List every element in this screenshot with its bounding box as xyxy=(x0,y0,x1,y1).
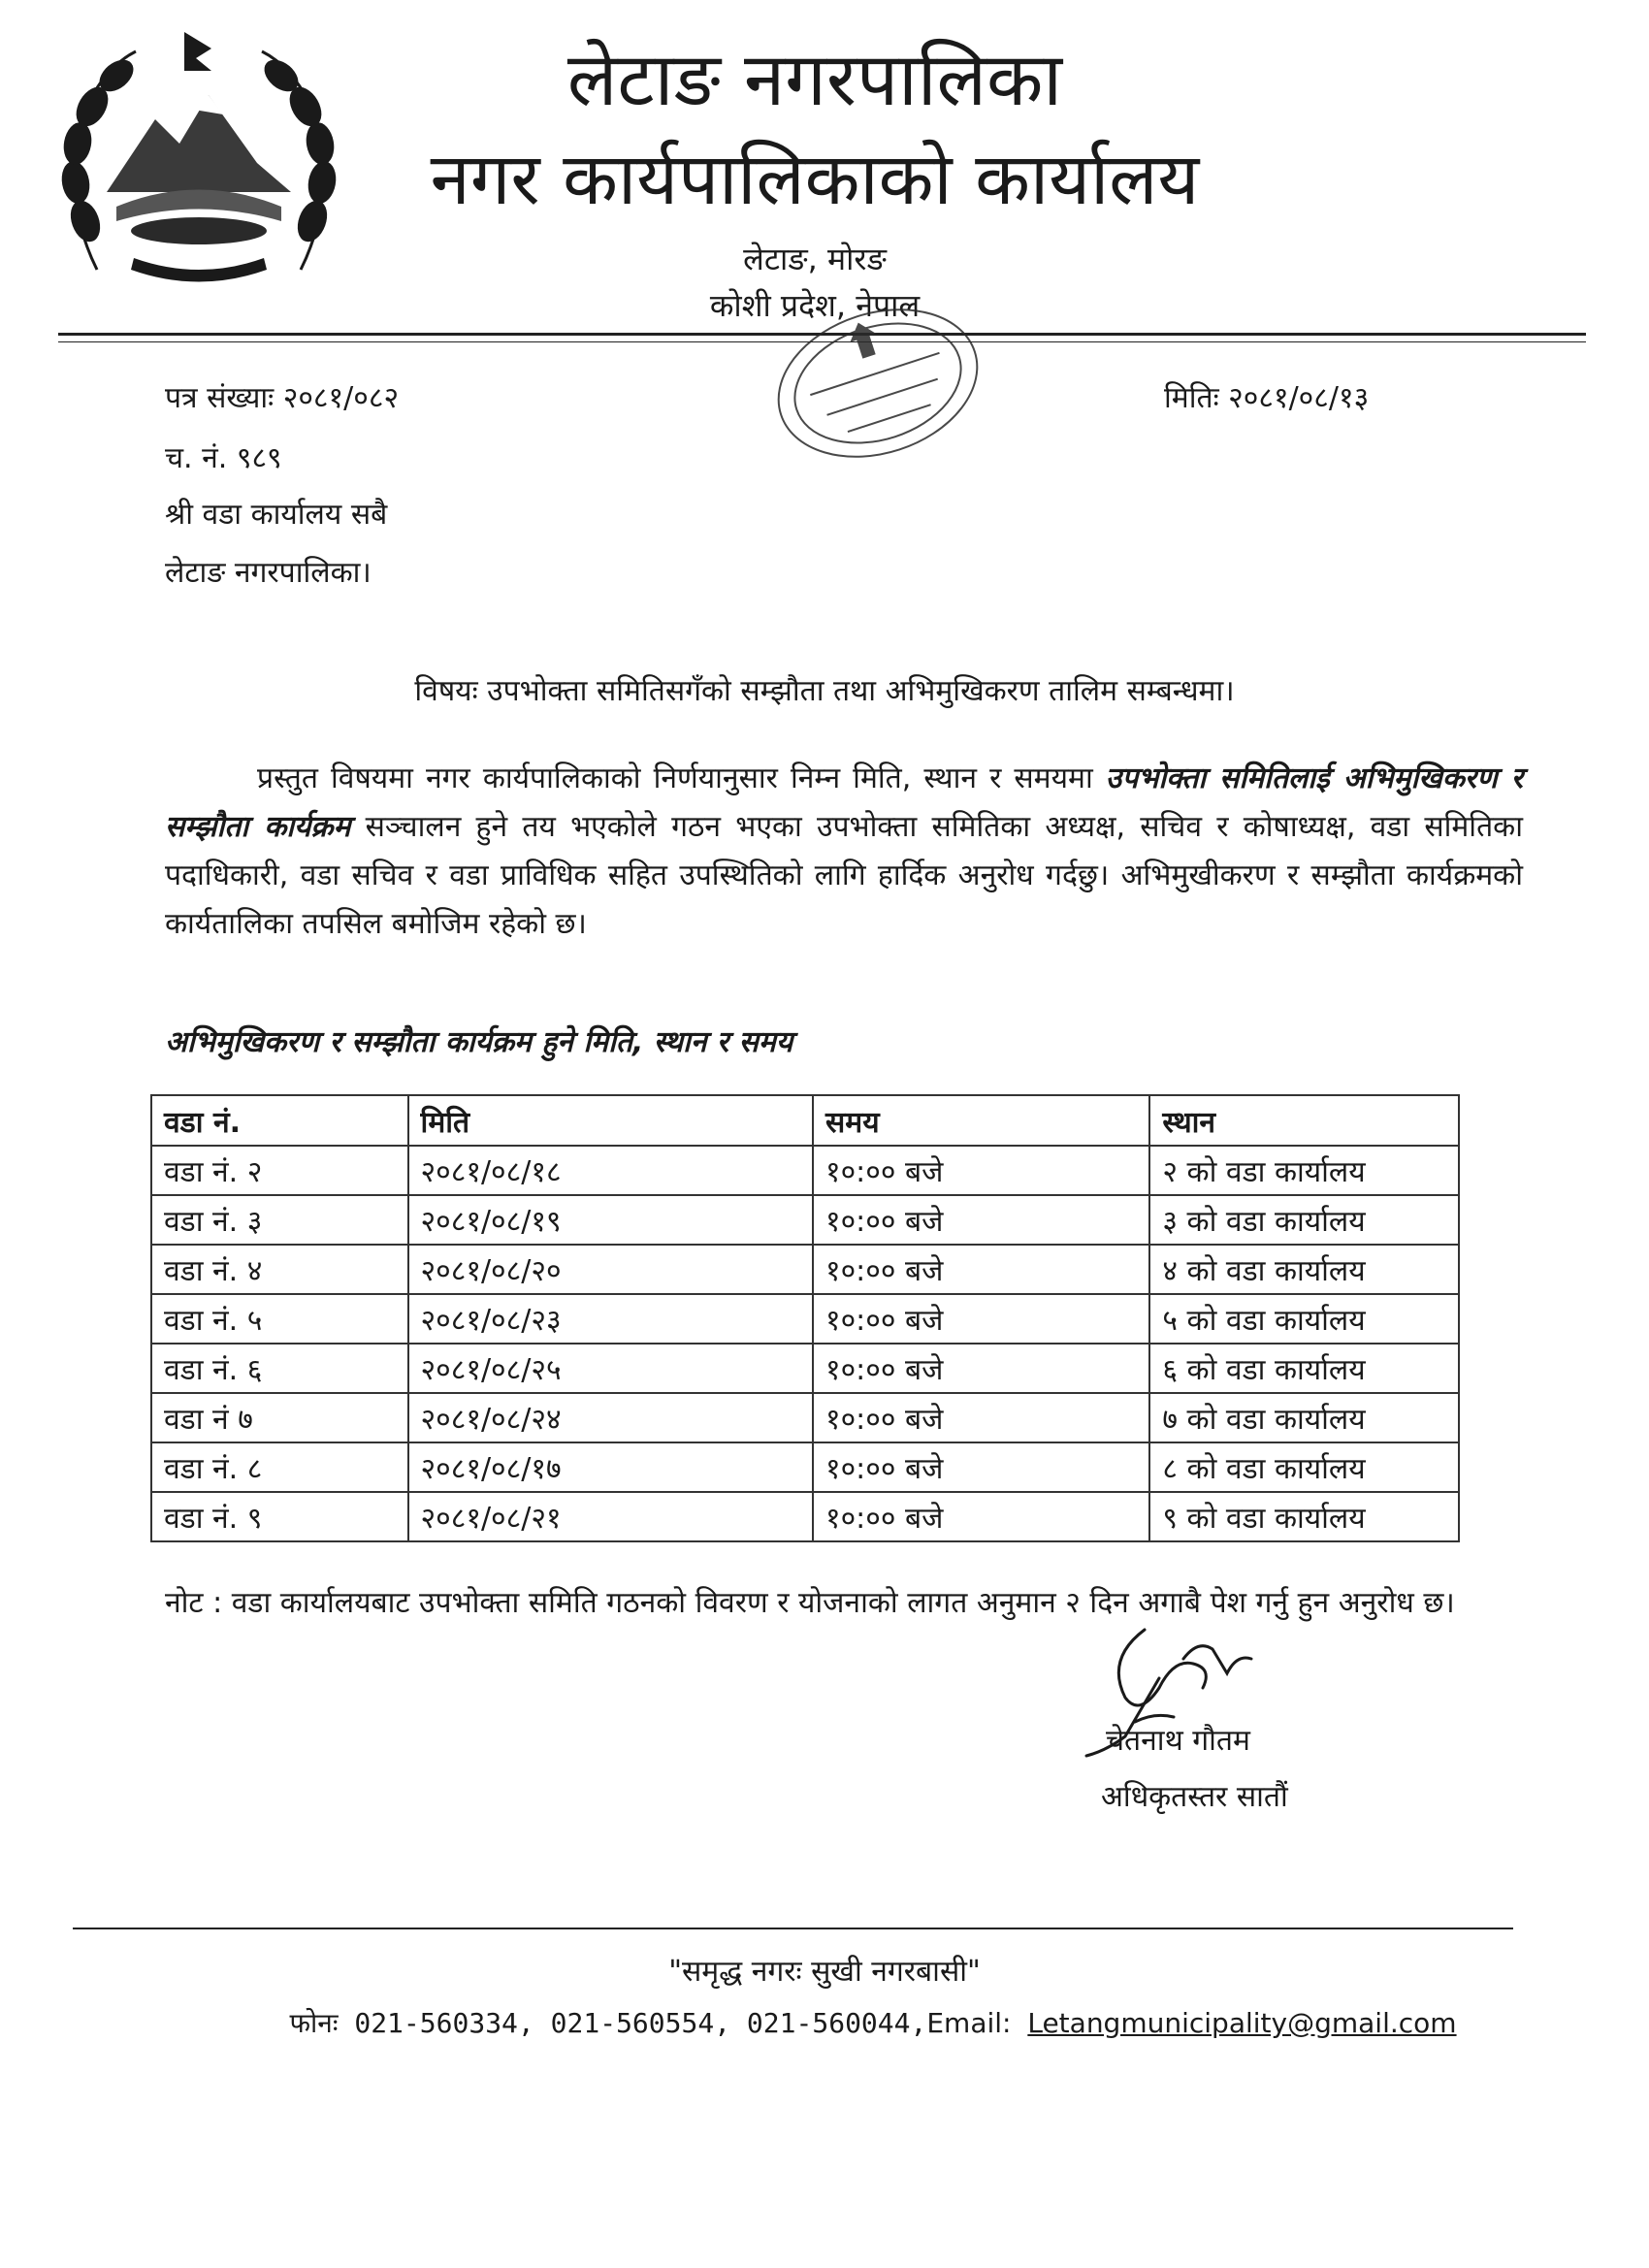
letter-date: मितिः २०८१/०८/१३ xyxy=(1164,381,1370,415)
table-row xyxy=(151,1344,1459,1393)
ward-cell: वडा नं. ४ xyxy=(151,1245,408,1294)
date-cell: २०८१/०८/२५ xyxy=(408,1344,813,1393)
recipient-line-1: श्री वडा कार्यालय सबै xyxy=(165,498,388,532)
ward-cell: वडा नं. २ xyxy=(151,1146,408,1195)
time-cell: १०:०० बजे xyxy=(813,1294,1149,1344)
venue-cell: ७ को वडा कार्यालय xyxy=(1149,1393,1459,1442)
time-cell: १०:०० बजे xyxy=(813,1393,1149,1442)
government-emblem-icon xyxy=(39,27,359,289)
phone-numbers: 021-560334, 021-560554, 021-560044, xyxy=(354,2007,927,2039)
ward-cell: वडा नं ७ xyxy=(151,1393,408,1442)
address-line-2: कोशी प्रदेश, नेपाल xyxy=(709,287,921,324)
note-text: नोट : वडा कार्यालयबाट उपभोक्ता समिति गठनको विवरण र योजनाको लागत अनुमान २ दिन अगाबै पेश गर्नु हुन अनुरोध छ। xyxy=(165,1586,1455,1620)
letter-subject: विषयः उपभोक्ता समितिसगँको सम्झौता तथा अभिमुखिकरण तालिम सम्बन्धमा। xyxy=(414,674,1235,708)
venue-cell: ८ को वडा कार्यालय xyxy=(1149,1442,1459,1492)
dispatch-number: च. नं. ९८९ xyxy=(165,441,282,475)
ward-cell: वडा नं. ५ xyxy=(151,1294,408,1344)
date-cell: २०८१/०८/१८ xyxy=(408,1146,813,1195)
footer-contact xyxy=(194,2004,1552,2041)
venue-cell: ३ को वडा कार्यालय xyxy=(1149,1195,1459,1245)
phone-label: फोनः xyxy=(289,2007,339,2039)
table-caption: अभिमुखिकरण र सम्झौता कार्यक्रम हुने मिति, स्थान र समय xyxy=(165,1025,793,1059)
table-row xyxy=(151,1393,1459,1442)
venue-cell: ५ को वडा कार्यालय xyxy=(1149,1294,1459,1344)
date-cell: २०८१/०८/२३ xyxy=(408,1294,813,1344)
reference-number: पत्र संख्याः २०८१/०८२ xyxy=(165,381,400,415)
venue-cell: ९ को वडा कार्यालय xyxy=(1149,1492,1459,1541)
time-cell: १०:०० बजे xyxy=(813,1442,1149,1492)
date-cell: २०८१/०८/२४ xyxy=(408,1393,813,1442)
date-cell: २०८१/०८/१९ xyxy=(408,1195,813,1245)
letter-body xyxy=(165,755,1523,949)
office-name: नगर कार्यपालिकाको कार्यालय xyxy=(430,138,1200,221)
time-cell: १०:०० बजे xyxy=(813,1146,1149,1195)
email-link[interactable]: Letangmunicipality@gmail.com xyxy=(1027,2007,1457,2039)
body-text-1: प्रस्तुत विषयमा नगर कार्यपालिकाको निर्णयानुसार निम्न मिति, स्थान र समयमा xyxy=(257,761,1106,795)
ward-cell: वडा नं. ३ xyxy=(151,1195,408,1245)
office-stamp-icon xyxy=(761,296,994,470)
time-cell: १०:०० बजे xyxy=(813,1195,1149,1245)
time-cell: १०:०० बजे xyxy=(813,1492,1149,1541)
body-emphasis: उपभोक्ता समितिलाई अभिमुखिकरण र सम्झौता कार्यक्रम xyxy=(165,761,1523,844)
schedule-table xyxy=(150,1094,1460,1542)
date-cell: २०८१/०८/१७ xyxy=(408,1442,813,1492)
header-venue: स्थान xyxy=(1149,1095,1459,1146)
table-header-row xyxy=(151,1095,1459,1146)
body-text-2: सञ्चालन हुने तय भएकोले गठन भएका उपभोक्ता समितिका अध्यक्ष, सचिव र कोषाध्यक्ष, वडा समितिका पदाधिकारी, वडा सचिव र वडा प्राविधिक सहित उपस्थितिको लागि हार्दिक अनुरोध गर्दछु। अभिमुखीकरण र सम्झौता कार्यक्रमको कार्यतालिका तपसिल बमोजिम रहेको छ। xyxy=(165,810,1523,941)
ward-cell: वडा नं. ६ xyxy=(151,1344,408,1393)
venue-cell: ६ को वडा कार्यालय xyxy=(1149,1344,1459,1393)
table-row xyxy=(151,1245,1459,1294)
signatory-name: चेतनाथ गौतम xyxy=(1106,1724,1250,1758)
footer-divider xyxy=(73,1928,1513,1929)
table-row xyxy=(151,1492,1459,1541)
header-date: मिति xyxy=(408,1095,813,1146)
header-time: समय xyxy=(813,1095,1149,1146)
date-cell: २०८१/०८/२० xyxy=(408,1245,813,1294)
org-name: लेटाङ नगरपालिका xyxy=(566,36,1063,122)
time-cell: १०:०० बजे xyxy=(813,1245,1149,1294)
header-ward: वडा नं. xyxy=(151,1095,408,1146)
signatory-designation: अधिकृतस्तर सातौं xyxy=(1101,1780,1288,1814)
email-label: Email: xyxy=(926,2007,1012,2039)
table-row xyxy=(151,1146,1459,1195)
address-line-1: लेटाङ, मोरङ xyxy=(743,241,887,277)
venue-cell: ४ को वडा कार्यालय xyxy=(1149,1245,1459,1294)
footer-slogan: "समृद्ध नगरः सुखी नगरबासी" xyxy=(668,1955,981,1989)
table-row xyxy=(151,1442,1459,1492)
ward-cell: वडा नं. ९ xyxy=(151,1492,408,1541)
venue-cell: २ को वडा कार्यालय xyxy=(1149,1146,1459,1195)
recipient-line-2: लेटाङ नगरपालिका। xyxy=(165,556,372,590)
date-cell: २०८१/०८/२१ xyxy=(408,1492,813,1541)
time-cell: १०:०० बजे xyxy=(813,1344,1149,1393)
ward-cell: वडा नं. ८ xyxy=(151,1442,408,1492)
table-row xyxy=(151,1195,1459,1245)
table-row xyxy=(151,1294,1459,1344)
